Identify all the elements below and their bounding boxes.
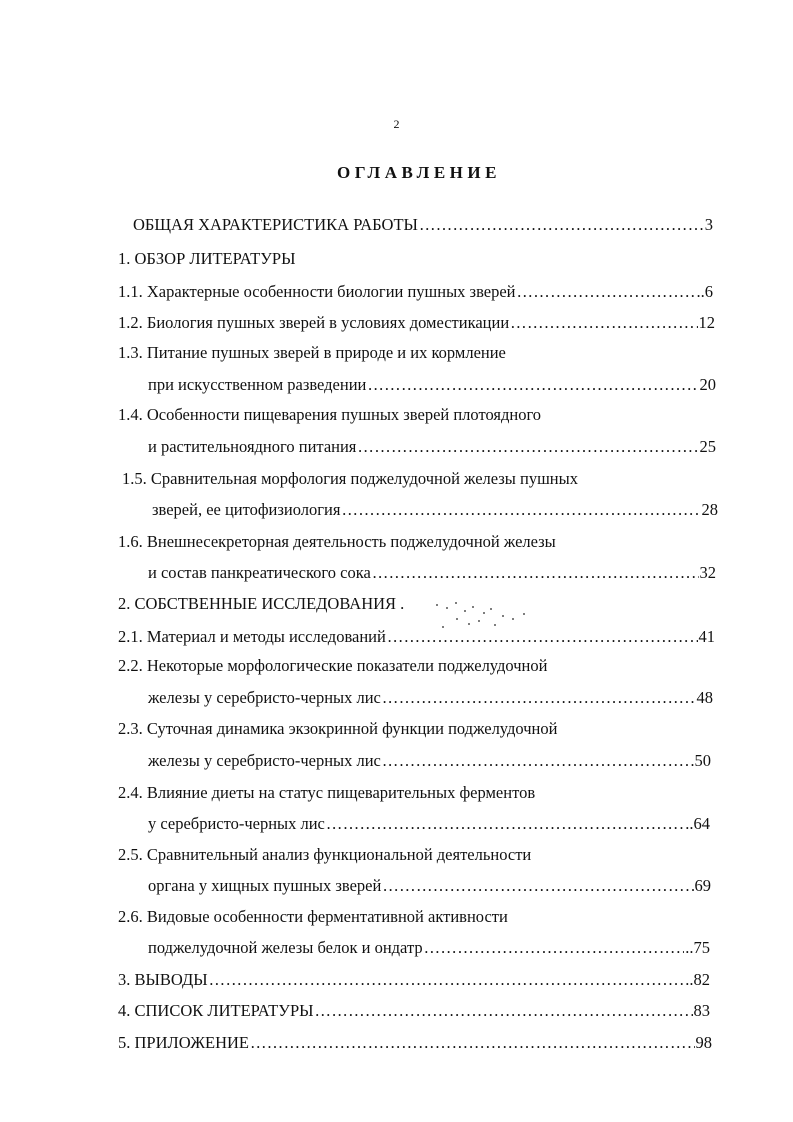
toc-entry-2-2-line2[interactable] (148, 688, 713, 708)
toc-entry-2-6-line1[interactable]: 2.6. Видовые особенности ферментативной активности (118, 907, 508, 926)
toc-entry-1-3-line2[interactable] (148, 375, 716, 395)
toc-label: 5. ПРИЛОЖЕНИЕ (118, 1033, 249, 1052)
toc-section-1[interactable]: 1. ОБЗОР ЛИТЕРАТУРЫ (118, 249, 296, 268)
toc-page: ..82 (685, 970, 710, 989)
toc-label: железы у серебристо-черных лис (148, 688, 381, 707)
toc-page: 3 (704, 215, 713, 234)
leader-dots (250, 1033, 695, 1053)
toc-label: зверей, ее цитофизиология (152, 500, 341, 519)
toc-label: 4. СПИСОК ЛИТЕРАТУРЫ (118, 1001, 314, 1020)
toc-entry-1-6-line1[interactable]: 1.6. Внешнесекреторная деятельность поджелудочной железы (118, 532, 556, 551)
leader-dots (357, 437, 698, 457)
toc-entry-1-2[interactable] (118, 313, 715, 333)
toc-entry-4[interactable] (118, 1001, 710, 1021)
leader-dots (382, 688, 696, 708)
leader-dots (367, 375, 698, 395)
toc-entry-2-3-line2[interactable] (148, 751, 711, 771)
toc-label: 1.2. Биология пушных зверей в условиях доместикации (118, 313, 510, 332)
toc-entry-1-4-line1[interactable]: 1.4. Особенности пищеварения пушных зверей плотоядного (118, 405, 542, 424)
toc-entry-2-2-line1[interactable]: 2.2. Некоторые морфологические показатели поджелудочной (118, 656, 548, 675)
toc-page: 12 (698, 313, 715, 332)
leader-dots (382, 751, 694, 771)
toc-page: 20 (699, 375, 716, 394)
toc-entry-2-4-line2[interactable] (148, 814, 710, 834)
toc-page: 48 (696, 688, 713, 707)
toc-label: железы у серебристо-черных лис (148, 751, 381, 770)
toc-page: ..64 (685, 814, 710, 833)
toc-entry-2-4-line1[interactable]: 2.4. Влияние диеты на статус пищеварительных ферментов (118, 783, 536, 802)
toc-label: 2.1. Материал и методы исследований (118, 627, 386, 646)
leader-dots (387, 627, 698, 647)
toc-page: 50 (694, 751, 711, 770)
page-title: ОГЛАВЛЕНИЕ (337, 163, 501, 182)
leader-dots (517, 282, 696, 302)
toc-page: ..6 (696, 282, 713, 301)
toc-label: у серебристо-черных лис (148, 814, 325, 833)
toc-label: 3. ВЫВОДЫ (118, 970, 208, 989)
toc-entry-2-5-line2[interactable] (148, 876, 711, 896)
toc-entry-2-5-line1[interactable]: 2.5. Сравнительный анализ функциональной деятельности (118, 845, 532, 864)
leader-dots (341, 500, 700, 520)
leader-dots (419, 215, 704, 235)
toc-entry-1-3-line1[interactable]: 1.3. Питание пушных зверей в природе и их кормление (118, 343, 506, 362)
toc-label: поджелудочной железы белок и ондатр (148, 938, 423, 957)
toc-entry-1-5-line1[interactable]: 1.5. Сравнительная морфология поджелудочной железы пушных (122, 469, 578, 488)
toc-page: 83 (693, 1001, 710, 1020)
toc-page: ..75 (685, 938, 710, 957)
toc-entry-2-3-line1[interactable]: 2.3. Суточная динамика экзокринной функции поджелудочной (118, 719, 558, 738)
leader-dots (315, 1001, 693, 1021)
toc-page: 41 (698, 627, 715, 646)
leader-dots (372, 563, 699, 583)
leader-dots (510, 313, 697, 333)
toc-page: 25 (699, 437, 716, 456)
toc-entry-general[interactable] (133, 215, 713, 235)
toc-label: органа у хищных пушных зверей (148, 876, 382, 895)
toc-label: и растительноядного питания (148, 437, 357, 456)
toc-entry-3[interactable] (118, 970, 710, 990)
leader-dots (209, 970, 685, 990)
toc-entry-1-6-line2[interactable] (148, 563, 716, 583)
toc-page: 69 (694, 876, 711, 895)
leader-dots (382, 876, 693, 896)
toc-page: 98 (695, 1033, 712, 1052)
leader-dots (326, 814, 684, 834)
toc-label: 1.1. Характерные особенности биологии пушных зверей (118, 282, 516, 301)
toc-entry-2-6-line2[interactable] (148, 938, 710, 958)
toc-label: ОБЩАЯ ХАРАКТЕРИСТИКА РАБОТЫ (133, 215, 418, 234)
toc-entry-1-5-line2[interactable] (152, 500, 718, 520)
toc-entry-5[interactable] (118, 1033, 712, 1053)
toc-page: 32 (699, 563, 716, 582)
toc-label: и состав панкреатического сока (148, 563, 371, 582)
leader-dots (424, 938, 685, 958)
toc-page: 28 (701, 500, 718, 519)
page-number: 2 (393, 117, 400, 131)
toc-entry-1-1[interactable] (118, 282, 713, 302)
toc-label: при искусственном разведении (148, 375, 367, 394)
toc-entry-1-4-line2[interactable] (148, 437, 716, 457)
toc-entry-2-1[interactable] (118, 627, 715, 647)
toc-section-2[interactable]: 2. СОБСТВЕННЫЕ ИССЛЕДОВАНИЯ . (118, 594, 405, 613)
